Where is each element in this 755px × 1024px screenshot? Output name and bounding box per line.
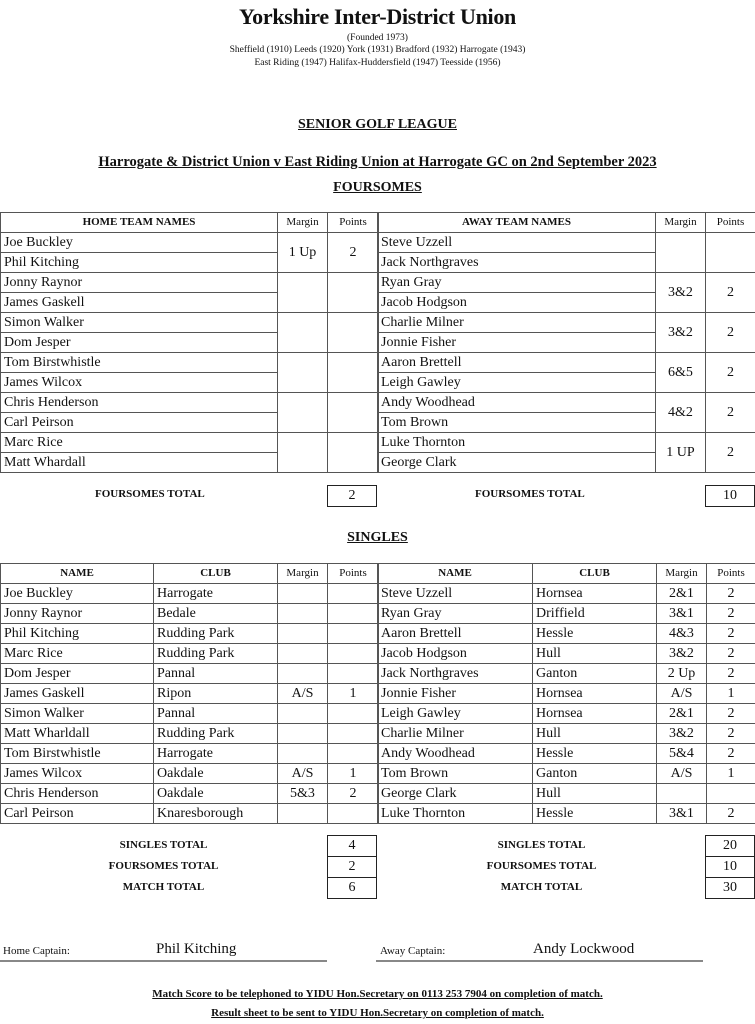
away-margin-header: Margin (657, 564, 707, 584)
away-singles-total: 20 (706, 836, 754, 857)
singles-home-row (1, 624, 379, 644)
home-match-total-label: MATCH TOTAL (122, 881, 205, 893)
home-player-name: Joe Buckley (1, 233, 278, 253)
away-pair-margin: 1 UP (656, 433, 706, 473)
singles-home-row (1, 784, 379, 804)
union-title: Yorkshire Inter-District Union (239, 4, 516, 29)
home-player-name: Phil Kitching (1, 624, 154, 644)
home-pair-points: 2 (328, 233, 379, 273)
home-pair-points (328, 273, 379, 313)
singles-title: SINGLES (347, 530, 408, 545)
foursomes-title: FOURSOMES (333, 180, 422, 195)
singles-home-row (1, 644, 379, 664)
home-pair-margin: 1 Up (278, 233, 328, 273)
home-player-club: Pannal (154, 664, 278, 684)
home-player-name: Dom Jesper (1, 333, 278, 353)
home-player-name: Simon Walker (1, 313, 278, 333)
away-player-name: Jonnie Fisher (378, 333, 656, 353)
home-pair-margin (278, 273, 328, 313)
away-player-club: Hessle (533, 624, 657, 644)
home-player-club: Rudding Park (154, 644, 278, 664)
home-match-margin (278, 724, 328, 744)
home-singles-total-label: SINGLES TOTAL (119, 839, 208, 851)
home-margin-header: Margin (278, 213, 328, 233)
home-match-margin: A/S (278, 684, 328, 704)
home-match-points: 1 (328, 684, 379, 704)
away-totals (378, 835, 705, 898)
home-totals-box (327, 835, 377, 899)
away-player-name: Luke Thornton (378, 433, 656, 453)
home-player-club: Rudding Park (154, 624, 278, 644)
home-player-name: Simon Walker (1, 704, 154, 724)
away-match-points: 2 (707, 804, 755, 824)
away-pair-margin: 6&5 (656, 353, 706, 393)
home-pair-points (328, 353, 379, 393)
home-player-name: Jonny Raynor (1, 604, 154, 624)
singles-away-row (378, 604, 755, 624)
match-title: Harrogate & District Union v East Riding Union at Harrogate GC on 2nd September 2023 (98, 154, 657, 170)
away-pair-points: 2 (706, 313, 755, 353)
away-player-club: Hull (533, 724, 657, 744)
away-player-name: Jacob Hodgson (378, 293, 656, 313)
singles-away-row (378, 644, 755, 664)
home-pair-points (328, 433, 379, 473)
singles-away-row (378, 744, 755, 764)
foursomes-home-row (1, 433, 379, 453)
away-player-name: Leigh Gawley (378, 373, 656, 393)
away-player-name: Andy Woodhead (378, 393, 656, 413)
home-player-name: Phil Kitching (1, 253, 278, 273)
away-player-club: Ganton (533, 764, 657, 784)
singles-away-row (378, 584, 755, 604)
away-match-points: 2 (707, 704, 755, 724)
home-match-points (328, 664, 379, 684)
away-player-name: Andy Woodhead (378, 744, 533, 764)
home-player-club: Oakdale (154, 784, 278, 804)
home-player-club: Bedale (154, 604, 278, 624)
away-match-margin (657, 784, 707, 804)
home-player-club: Rudding Park (154, 724, 278, 744)
away-team-names-header: AWAY TEAM NAMES (378, 213, 656, 233)
away-player-name: Aaron Brettell (378, 353, 656, 373)
away-player-name: Tom Brown (378, 413, 656, 433)
home-match-margin (278, 644, 328, 664)
away-player-club: Driffield (533, 604, 657, 624)
away-club-header: CLUB (533, 564, 657, 584)
home-foursomes-total-label: FOURSOMES TOTAL (108, 860, 219, 872)
away-player-name: Ryan Gray (378, 273, 656, 293)
home-player-name: James Wilcox (1, 373, 278, 393)
home-match-margin (278, 624, 328, 644)
away-player-name: Aaron Brettell (378, 624, 533, 644)
foursomes-home-row (1, 313, 379, 333)
away-player-name: George Clark (378, 453, 656, 473)
away-player-club: Hornsea (533, 584, 657, 604)
away-match-points: 2 (707, 644, 755, 664)
home-player-name: Chris Henderson (1, 784, 154, 804)
away-player-club: Ganton (533, 664, 657, 684)
home-points-header: Points (328, 564, 379, 584)
away-player-name: Charlie Milner (378, 313, 656, 333)
home-match-points (328, 624, 379, 644)
singles-away-row (378, 684, 755, 704)
home-pair-margin (278, 353, 328, 393)
away-name-header: NAME (378, 564, 533, 584)
home-player-club: Harrogate (154, 744, 278, 764)
away-pair-margin: 4&2 (656, 393, 706, 433)
home-singles-total: 4 (328, 836, 376, 857)
away-player-club: Hessle (533, 744, 657, 764)
away-player-name: Jack Northgraves (378, 664, 533, 684)
away-margin-header: Margin (656, 213, 706, 233)
foursomes-home-row (1, 233, 379, 253)
home-match-margin (278, 704, 328, 724)
home-match-points (328, 644, 379, 664)
home-captain-name: Phil Kitching (156, 941, 237, 957)
singles-home-row (1, 764, 379, 784)
away-pair-points: 2 (706, 393, 755, 433)
singles-home-row (1, 584, 379, 604)
foursomes-away-row (378, 273, 755, 293)
away-player-name: Tom Brown (378, 764, 533, 784)
home-match-points: 2 (328, 784, 379, 804)
foursomes-away-total: 10 (705, 485, 755, 507)
home-name-header: NAME (1, 564, 154, 584)
away-match-points: 2 (707, 624, 755, 644)
home-player-name: James Wilcox (1, 764, 154, 784)
home-match-total: 6 (348, 880, 356, 895)
foursomes-away-row (378, 353, 755, 373)
foursomes-home-table (0, 212, 379, 473)
home-player-name: Joe Buckley (1, 584, 154, 604)
singles-away-row (378, 724, 755, 744)
home-player-name: Carl Peirson (1, 804, 154, 824)
away-totals-box (705, 835, 755, 899)
away-match-margin: 2&1 (657, 704, 707, 724)
away-captain-line (376, 960, 703, 962)
home-player-name: James Gaskell (1, 293, 278, 313)
home-player-club: Knaresborough (154, 804, 278, 824)
home-match-points (328, 804, 379, 824)
away-match-margin: 3&2 (657, 644, 707, 664)
home-pair-points (328, 393, 379, 433)
singles-home-row (1, 744, 379, 764)
away-player-name: Steve Uzzell (378, 233, 656, 253)
foursomes-home-total-label: FOURSOMES TOTAL (95, 488, 205, 500)
away-pair-points: 2 (706, 433, 755, 473)
singles-away-table (377, 563, 755, 824)
away-match-points: 1 (707, 764, 755, 784)
foursomes-away-row (378, 233, 755, 253)
away-match-margin: 3&1 (657, 604, 707, 624)
away-foursomes-total-label: FOURSOMES TOTAL (486, 860, 597, 872)
home-player-name: Marc Rice (1, 433, 278, 453)
foursomes-home-row (1, 393, 379, 413)
away-match-margin: 3&2 (657, 724, 707, 744)
away-player-name: Jonnie Fisher (378, 684, 533, 704)
away-pair-margin: 3&2 (656, 273, 706, 313)
home-pair-margin (278, 433, 328, 473)
home-captain-line (0, 960, 327, 962)
away-player-name: Leigh Gawley (378, 704, 533, 724)
unions-line-2: East Riding (1947) Halifax-Huddersfield (1947) Teesside (1956) (254, 58, 501, 68)
home-player-club: Ripon (154, 684, 278, 704)
singles-home-row (1, 664, 379, 684)
home-match-points (328, 604, 379, 624)
away-match-margin: 5&4 (657, 744, 707, 764)
singles-away-row (378, 624, 755, 644)
away-match-margin: A/S (657, 684, 707, 704)
home-match-margin: 5&3 (278, 784, 328, 804)
home-club-header: CLUB (154, 564, 278, 584)
away-match-margin: A/S (657, 764, 707, 784)
singles-home-row (1, 804, 379, 824)
singles-home-table (0, 563, 379, 824)
home-player-club: Pannal (154, 704, 278, 724)
away-match-margin: 4&3 (657, 624, 707, 644)
away-match-total-label: MATCH TOTAL (500, 881, 583, 893)
singles-home-row (1, 684, 379, 704)
away-match-points (707, 784, 755, 804)
home-match-margin (278, 604, 328, 624)
home-player-name: Jonny Raynor (1, 273, 278, 293)
away-pair-margin (656, 233, 706, 273)
home-margin-header: Margin (278, 564, 328, 584)
foursomes-away-row (378, 393, 755, 413)
away-player-name: George Clark (378, 784, 533, 804)
away-player-club: Hull (533, 784, 657, 804)
away-points-header: Points (706, 213, 755, 233)
away-player-name: Jack Northgraves (378, 253, 656, 273)
away-captain-label: Away Captain: (380, 945, 446, 957)
home-match-margin (278, 804, 328, 824)
foursomes-home-row (1, 273, 379, 293)
away-match-margin: 2&1 (657, 584, 707, 604)
away-pair-points: 2 (706, 273, 755, 313)
away-player-name: Ryan Gray (378, 604, 533, 624)
away-match-margin: 2 Up (657, 664, 707, 684)
league-title: SENIOR GOLF LEAGUE (298, 117, 457, 132)
away-player-name: Steve Uzzell (378, 584, 533, 604)
home-player-name: Tom Birstwhistle (1, 353, 278, 373)
away-match-points: 2 (707, 664, 755, 684)
home-match-margin (278, 744, 328, 764)
home-pair-points (328, 313, 379, 353)
away-player-club: Hull (533, 644, 657, 664)
home-player-club: Harrogate (154, 584, 278, 604)
foursomes-home-total: 2 (327, 485, 377, 507)
foursomes-away-row (378, 313, 755, 333)
away-player-name: Charlie Milner (378, 724, 533, 744)
foursomes-home-row (1, 353, 379, 373)
away-player-club: Hornsea (533, 704, 657, 724)
home-match-points (328, 704, 379, 724)
home-match-margin: A/S (278, 764, 328, 784)
home-player-name: Tom Birstwhistle (1, 744, 154, 764)
away-singles-total-label: SINGLES TOTAL (497, 839, 586, 851)
away-pair-margin: 3&2 (656, 313, 706, 353)
home-match-margin (278, 584, 328, 604)
foursomes-away-row (378, 433, 755, 453)
home-player-name: Matt Whardall (1, 453, 278, 473)
foursomes-away-total-label: FOURSOMES TOTAL (475, 488, 585, 500)
result-sheet-note: Result sheet to be sent to YIDU Hon.Secretary on completion of match. (211, 1007, 544, 1019)
home-match-points (328, 584, 379, 604)
foursomes-away-table (377, 212, 755, 473)
away-match-points: 2 (707, 604, 755, 624)
home-points-header: Points (328, 213, 379, 233)
home-match-margin (278, 664, 328, 684)
away-match-total: 30 (723, 880, 737, 895)
home-player-name: Chris Henderson (1, 393, 278, 413)
away-match-points: 2 (707, 744, 755, 764)
home-player-name: Dom Jesper (1, 664, 154, 684)
away-player-club: Hornsea (533, 684, 657, 704)
away-player-club: Hessle (533, 804, 657, 824)
home-match-points (328, 744, 379, 764)
home-team-names-header: HOME TEAM NAMES (1, 213, 278, 233)
away-player-name: Jacob Hodgson (378, 644, 533, 664)
home-player-name: James Gaskell (1, 684, 154, 704)
away-player-name: Luke Thornton (378, 804, 533, 824)
away-match-points: 2 (707, 584, 755, 604)
home-pair-margin (278, 313, 328, 353)
singles-home-row (1, 604, 379, 624)
home-captain-label: Home Captain: (3, 945, 70, 957)
singles-away-row (378, 704, 755, 724)
singles-away-row (378, 664, 755, 684)
singles-away-row (378, 784, 755, 804)
away-points-header: Points (707, 564, 755, 584)
singles-away-row (378, 764, 755, 784)
home-player-name: Marc Rice (1, 644, 154, 664)
away-match-points: 2 (707, 724, 755, 744)
singles-away-row (378, 804, 755, 824)
home-match-points: 1 (328, 764, 379, 784)
away-match-points: 1 (707, 684, 755, 704)
home-player-club: Oakdale (154, 764, 278, 784)
away-foursomes-total: 10 (706, 857, 754, 878)
away-pair-points: 2 (706, 353, 755, 393)
home-pair-margin (278, 393, 328, 433)
telephone-note: Match Score to be telephoned to YIDU Hon.Secretary on 0113 253 7904 on completion of match. (152, 988, 603, 1000)
singles-home-row (1, 724, 379, 744)
away-pair-points (706, 233, 755, 273)
home-player-name: Matt Wharldall (1, 724, 154, 744)
home-match-points (328, 724, 379, 744)
away-captain-name: Andy Lockwood (533, 941, 635, 957)
founded-text: (Founded 1973) (347, 33, 408, 43)
singles-home-row (1, 704, 379, 724)
away-match-margin: 3&1 (657, 804, 707, 824)
home-totals (0, 835, 327, 898)
unions-line-1: Sheffield (1910) Leeds (1920) York (1931) Bradford (1932) Harrogate (1943) (229, 45, 526, 55)
home-foursomes-total: 2 (328, 857, 376, 878)
home-player-name: Carl Peirson (1, 413, 278, 433)
